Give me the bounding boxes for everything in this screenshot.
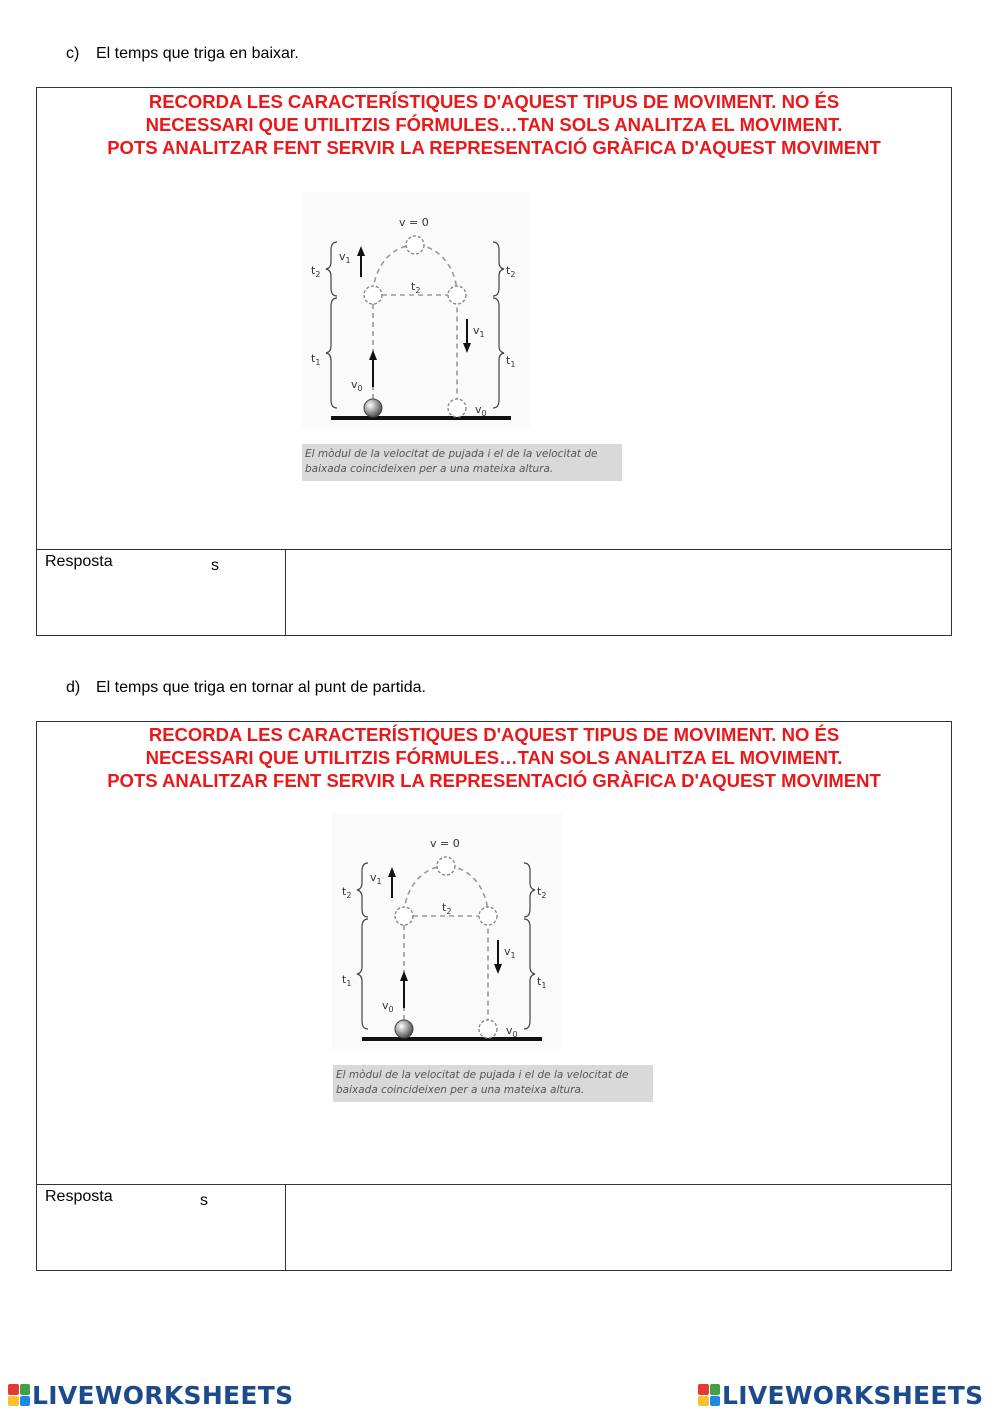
vertical-throw-diagram	[332, 813, 562, 1049]
question-letter: c)	[66, 45, 80, 62]
liveworksheets-logo-right	[698, 1380, 983, 1410]
svg-text:v = 0: v = 0	[430, 837, 460, 850]
diagram-caption	[302, 444, 622, 481]
svg-text:t1: $t_1$	[311, 352, 321, 367]
reminder-line: NECESSARI QUE UTILITZIS FÓRMULES…TAN SOLS ANALITZA EL MOVIMENT.	[145, 747, 843, 768]
vertical-throw-diagram	[301, 192, 531, 428]
answer-label-cell	[37, 550, 286, 635]
ball	[364, 399, 382, 417]
question-d	[66, 679, 426, 697]
svg-text:v0: $v_0$	[475, 403, 487, 418]
svg-text:t2: $t_2$	[342, 885, 352, 900]
svg-text:t2: $t_2$	[311, 264, 321, 279]
reminder-line: NECESSARI QUE UTILITZIS FÓRMULES…TAN SOLS ANALITZA EL MOVIMENT.	[145, 114, 843, 135]
diagram-caption	[333, 1065, 653, 1102]
brand-name: LIVEWORKSHEETS	[722, 1380, 984, 1410]
svg-text:t1: $t_1$	[537, 975, 547, 990]
caption-line: baixada coincideixen per a una mateixa altura.	[336, 1084, 585, 1096]
answer-input-d[interactable]	[287, 1185, 951, 1270]
svg-text:t1: $t_1$	[506, 354, 516, 369]
reminder-text	[37, 90, 951, 159]
liveworksheets-logo-icon	[8, 1384, 30, 1406]
svg-text:v1: $v_1$	[504, 945, 516, 960]
ball-top-circle	[406, 236, 424, 254]
svg-text:v0: $v_0$	[351, 378, 363, 393]
reminder-line: RECORDA LES CARACTERÍSTIQUES D'AQUEST TIPUS DE MOVIMENT. NO ÉS	[148, 91, 840, 112]
svg-text:t2: $t_2$	[506, 264, 516, 279]
svg-text:v1: $v_1$	[370, 871, 382, 886]
svg-text:t2: $t_2$	[411, 280, 421, 295]
svg-text:t2: $t_2$	[442, 901, 452, 916]
reminder-line: POTS ANALITZAR FENT SERVIR LA REPRESENTACIÓ GRÀFICA D'AQUEST MOVIMENT	[107, 770, 881, 791]
reminder-line: POTS ANALITZAR FENT SERVIR LA REPRESENTACIÓ GRÀFICA D'AQUEST MOVIMENT	[107, 137, 881, 158]
brand-name: LIVEWORKSHEETS	[32, 1380, 294, 1410]
answer-label: Resposta	[45, 1188, 113, 1205]
caption-line: El mòdul de la velocitat de pujada i el de la velocitat de	[305, 448, 598, 460]
liveworksheets-logo-icon	[698, 1384, 720, 1406]
svg-text:v0: $v_0$	[506, 1024, 518, 1039]
svg-text:v = 0: v = 0	[399, 216, 429, 229]
question-c	[66, 45, 299, 63]
question-letter: d)	[66, 679, 81, 696]
liveworksheets-logo-left	[8, 1380, 293, 1410]
answer-unit: s	[200, 1192, 208, 1209]
caption-line: baixada coincideixen per a una mateixa altura.	[305, 463, 554, 475]
answer-row-d	[36, 1184, 952, 1271]
caption-line: El mòdul de la velocitat de pujada i el de la velocitat de	[336, 1069, 629, 1081]
question-text: El temps que triga en baixar.	[96, 45, 299, 62]
answer-input-c[interactable]	[287, 550, 951, 635]
svg-text:v1: $v_1$	[473, 324, 485, 339]
ball-top-circle	[437, 857, 455, 875]
svg-text:v0: $v_0$	[382, 999, 394, 1014]
answer-unit: s	[211, 557, 219, 574]
reminder-line: RECORDA LES CARACTERÍSTIQUES D'AQUEST TIPUS DE MOVIMENT. NO ÉS	[148, 724, 840, 745]
svg-text:t2: $t_2$	[537, 885, 547, 900]
ball	[395, 1020, 413, 1038]
reminder-text	[37, 723, 951, 792]
answer-label-cell	[37, 1185, 286, 1270]
working-box-d	[36, 721, 952, 1185]
answer-label: Resposta	[45, 553, 113, 570]
question-text: El temps que triga en tornar al punt de partida.	[96, 679, 426, 696]
answer-row-c	[36, 549, 952, 636]
trajectory-path	[373, 245, 457, 417]
trajectory-path	[404, 866, 488, 1038]
svg-text:v1: $v_1$	[339, 250, 351, 265]
working-box-c	[36, 87, 952, 550]
svg-text:t1: $t_1$	[342, 973, 352, 988]
